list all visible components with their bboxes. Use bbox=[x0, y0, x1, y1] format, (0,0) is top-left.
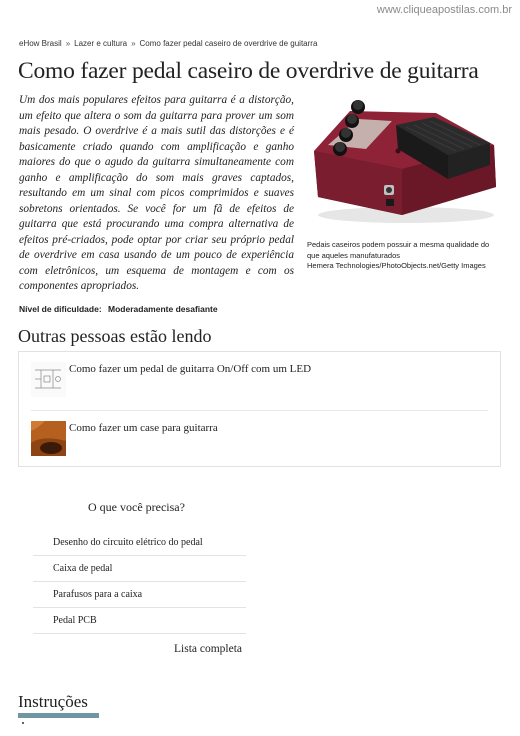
supplies-list bbox=[33, 530, 246, 634]
instructions-heading: Instruções bbox=[18, 692, 88, 711]
related-articles bbox=[18, 351, 501, 467]
breadcrumb-item-home[interactable]: eHow Brasil bbox=[19, 39, 62, 48]
instructions-underline bbox=[18, 713, 99, 718]
bullet-mark bbox=[22, 722, 24, 724]
related-item-title[interactable]: Como fazer um case para guitarra bbox=[69, 422, 218, 434]
watermark: www.cliqueapostilas.com.br bbox=[376, 4, 512, 16]
supply-item: Parafusos para a caixa bbox=[33, 582, 246, 608]
circuit-diagram-icon bbox=[31, 362, 66, 397]
guitar-case-icon bbox=[31, 421, 66, 456]
image-caption-text: Pedais caseiros podem possuir a mesma qualidade do bbox=[307, 240, 490, 249]
breadcrumb-item-current: Como fazer pedal caseiro de overdrive de guitarra bbox=[139, 39, 318, 48]
breadcrumb-separator: » bbox=[131, 39, 136, 48]
article-intro: Um dos mais populares efeitos para guitarra é a distorção, um efeito que altera o som da guitarra para prover um som mais pesado. O overdrive é a mais sutil das distorções e é basicamente criado quando com amplificação e ganho maiores do que o agudo da guitarra simultaneamente com ganho e amplificação do som mais graves captados, resultando em um sinal com picos comprimidos e suaves sobretons orientados. Se você for um fã de efeitos de guitarra que está procurando uma compra alternativa de efeitos pré-criados, pode optar por criar seu próprio pedal de overdrive em casa usando de um pouco de experiência com eletrônicos, um esquema de montagem e com os componentes apropriados. bbox=[19, 94, 294, 292]
image-credit: Hemera Technologies/PhotoObjects.net/Getty Images bbox=[307, 261, 486, 270]
image-caption bbox=[307, 240, 502, 272]
related-item[interactable] bbox=[19, 352, 500, 410]
page-title: Como fazer pedal caseiro de overdrive de guitarra bbox=[18, 58, 479, 84]
breadcrumb-separator: » bbox=[65, 39, 71, 48]
difficulty-value: Moderadamente desafiante bbox=[108, 304, 218, 314]
supplies-heading: O que você precisa? bbox=[88, 500, 185, 514]
breadcrumb-item-category[interactable]: Lazer e cultura bbox=[74, 39, 128, 48]
supply-item: Desenho do circuito elétrico do pedal bbox=[33, 530, 246, 556]
supply-item: Pedal PCB bbox=[33, 608, 246, 634]
breadcrumb bbox=[19, 39, 317, 48]
article-image bbox=[306, 93, 502, 231]
supply-item: Caixa de pedal bbox=[33, 556, 246, 582]
full-list-link[interactable]: Lista completa bbox=[174, 643, 243, 655]
related-item[interactable] bbox=[19, 411, 500, 469]
difficulty-label: Nível de dificuldade: bbox=[19, 304, 102, 314]
related-heading: Outras pessoas estão lendo bbox=[18, 326, 212, 346]
related-item-title[interactable]: Como fazer um pedal de guitarra On/Off com um LED bbox=[69, 363, 312, 375]
difficulty bbox=[19, 304, 218, 314]
image-caption-text-2: que aqueles manufaturados bbox=[307, 250, 400, 260]
overdrive-pedal-image bbox=[306, 93, 502, 231]
